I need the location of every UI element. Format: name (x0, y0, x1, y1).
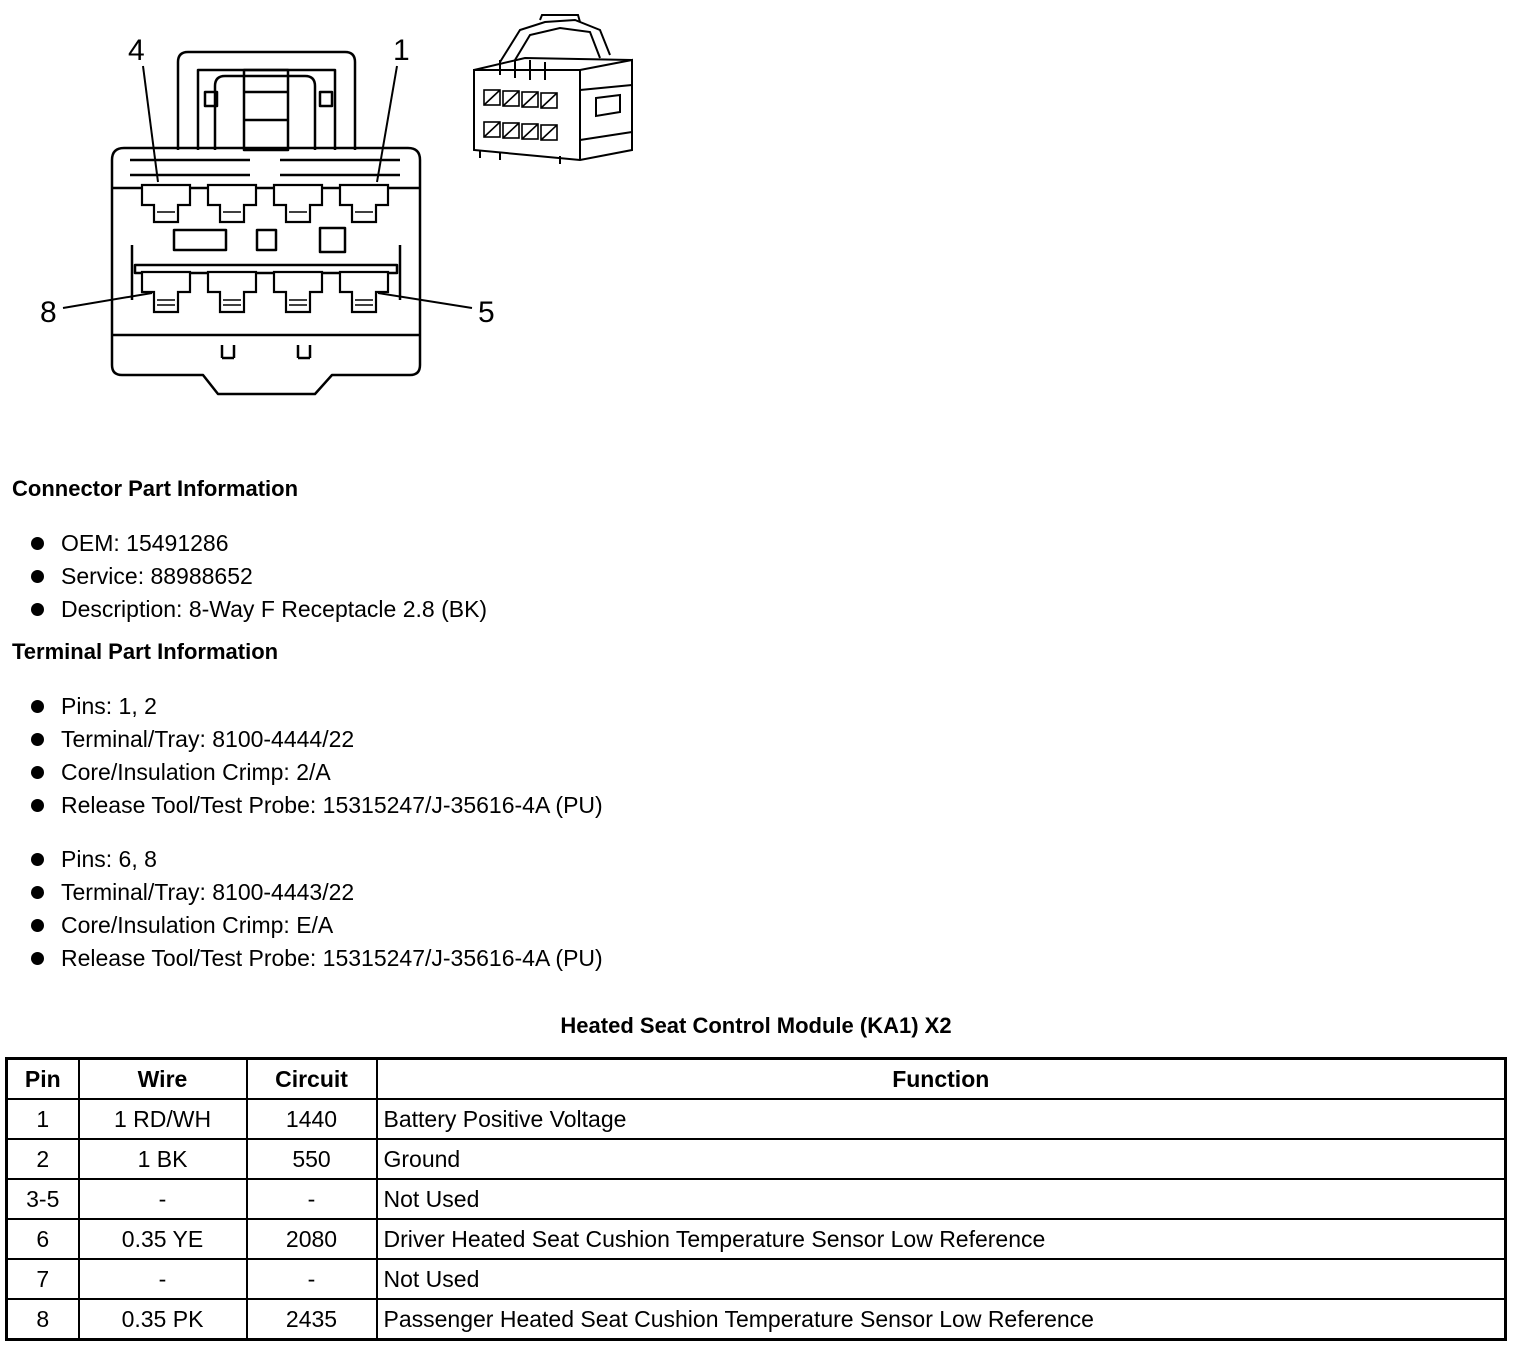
cell-circuit: - (247, 1259, 377, 1299)
pin-label-4: 4 (128, 34, 145, 67)
cell-pin: 6 (7, 1219, 79, 1259)
cell-wire: 1 BK (79, 1139, 247, 1179)
terminal-group-1 (28, 690, 603, 822)
cavity-4 (142, 185, 190, 222)
cavity-2 (274, 185, 322, 222)
cell-circuit: 1440 (247, 1099, 377, 1139)
cell-circuit: 2435 (247, 1299, 377, 1340)
connector-diagram (0, 0, 700, 420)
cell-wire: 1 RD/WH (79, 1099, 247, 1139)
cell-circuit: 550 (247, 1139, 377, 1179)
table-row (7, 1139, 1506, 1179)
list-item: Pins: 1, 2 (28, 690, 603, 723)
cavity-3 (208, 185, 256, 222)
list-item: Terminal/Tray: 8100-4444/22 (28, 723, 603, 756)
connector-part-info-title: Connector Part Information (12, 476, 299, 501)
cell-circuit: 2080 (247, 1219, 377, 1259)
cell-function: Passenger Heated Seat Cushion Temperature Sensor Low Reference (377, 1299, 1506, 1340)
header-function: Function (377, 1059, 1506, 1100)
table-row (7, 1299, 1506, 1340)
cavity-8 (142, 272, 190, 312)
cell-wire: - (79, 1259, 247, 1299)
cell-function: Not Used (377, 1179, 1506, 1219)
table-row (7, 1179, 1506, 1219)
list-item: Core/Insulation Crimp: E/A (28, 909, 603, 942)
cavity-7 (208, 272, 256, 312)
pin-label-1: 1 (393, 34, 410, 67)
cell-function: Driver Heated Seat Cushion Temperature Sensor Low Reference (377, 1219, 1506, 1259)
cell-pin: 2 (7, 1139, 79, 1179)
cell-pin: 8 (7, 1299, 79, 1340)
list-item: Description: 8-Way F Receptacle 2.8 (BK) (28, 593, 487, 626)
cell-wire: 0.35 PK (79, 1299, 247, 1340)
cell-wire: 0.35 YE (79, 1219, 247, 1259)
list-item: Core/Insulation Crimp: 2/A (28, 756, 603, 789)
table-title: Heated Seat Control Module (KA1) X2 (560, 1013, 952, 1038)
cell-function: Not Used (377, 1259, 1506, 1299)
table-row (7, 1259, 1506, 1299)
header-circuit: Circuit (247, 1059, 377, 1100)
cell-circuit: - (247, 1179, 377, 1219)
cell-function: Battery Positive Voltage (377, 1099, 1506, 1139)
terminal-part-info-title: Terminal Part Information (12, 639, 279, 664)
list-item: Release Tool/Test Probe: 15315247/J-35616-4A (PU) (28, 942, 603, 975)
table-header-row (7, 1059, 1506, 1100)
pin-table (5, 1057, 1507, 1341)
cell-pin: 1 (7, 1099, 79, 1139)
cavity-5 (340, 272, 388, 312)
cell-wire: - (79, 1179, 247, 1219)
table-row (7, 1099, 1506, 1139)
list-item: Release Tool/Test Probe: 15315247/J-35616-4A (PU) (28, 789, 603, 822)
cavity-6 (274, 272, 322, 312)
header-pin: Pin (7, 1059, 79, 1100)
list-item: Service: 88988652 (28, 560, 487, 593)
terminal-group-2 (28, 843, 603, 975)
cell-function: Ground (377, 1139, 1506, 1179)
list-item: Pins: 6, 8 (28, 843, 603, 876)
cell-pin: 7 (7, 1259, 79, 1299)
connector-part-info-list (28, 527, 487, 626)
pin-label-5: 5 (478, 296, 495, 329)
cell-pin: 3-5 (7, 1179, 79, 1219)
pin-label-8: 8 (40, 296, 57, 329)
list-item: Terminal/Tray: 8100-4443/22 (28, 876, 603, 909)
header-wire: Wire (79, 1059, 247, 1100)
list-item: OEM: 15491286 (28, 527, 487, 560)
table-row (7, 1219, 1506, 1259)
cavity-1 (340, 185, 388, 222)
